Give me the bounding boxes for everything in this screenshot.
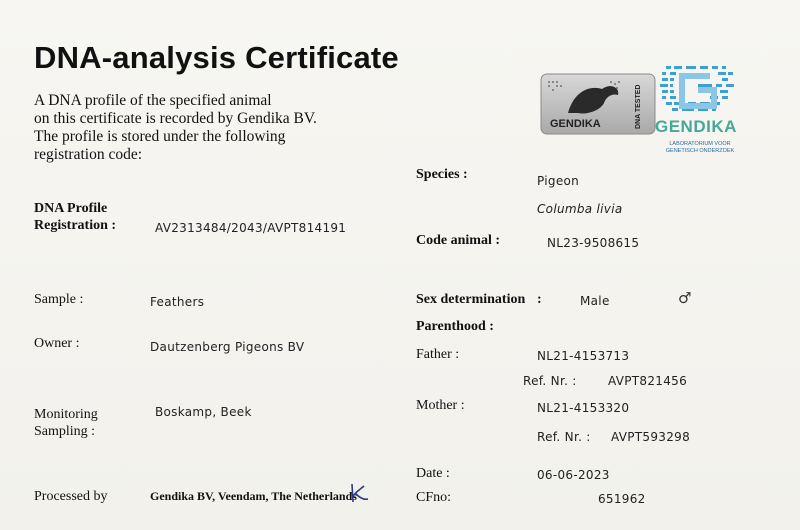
sex-determination-label: Sex determination <box>416 292 526 307</box>
certificate-title: DNA-analysis Certificate <box>34 40 399 75</box>
monitoring-label: Monitoring <box>34 407 98 422</box>
monitoring-value: Boskamp, Beek <box>155 405 252 419</box>
parenthood-label: Parenthood : <box>416 319 494 334</box>
father-label: Father : <box>416 347 460 362</box>
dna-profile-label: DNA Profile <box>34 201 108 216</box>
species-value: Pigeon <box>537 174 580 188</box>
intro-line: on this certificate is recorded by Gendika BV. <box>34 110 317 127</box>
logo-subtitle-line: LABORATORIUM VOOR <box>669 141 731 147</box>
stamp-brand: GENDIKA <box>550 118 601 130</box>
processed-value: Gendika BV, Veendam, The Netherlands <box>150 489 357 503</box>
mother-ref-value: AVPT593298 <box>611 430 691 444</box>
registration-value: AV2313484/2043/AVPT814191 <box>155 221 347 235</box>
logo-subtitle-line: GENETISCH ONDERZOEK <box>665 148 735 154</box>
handwritten-initial <box>348 482 372 504</box>
male-symbol-icon: ♂ <box>678 289 692 307</box>
date-value: 06-06-2023 <box>537 468 610 482</box>
sex-colon: : <box>537 292 542 307</box>
intro-line: registration code: <box>34 146 143 163</box>
logo-name: GENDIKA <box>655 117 737 136</box>
sex-value: Male <box>580 294 610 308</box>
logo-g-mark <box>682 76 714 106</box>
code-animal-label: Code animal : <box>416 233 500 248</box>
cfno-label: CFno: <box>416 490 452 505</box>
cfno-value: 651962 <box>598 492 646 506</box>
sampling-label: Sampling : <box>34 424 96 439</box>
species-label: Species : <box>416 167 468 182</box>
mother-ref-label: Ref. Nr. : <box>537 430 591 444</box>
sample-label: Sample : <box>34 292 84 307</box>
code-animal-value: NL23-9508615 <box>547 236 640 250</box>
intro-line: The profile is stored under the following <box>34 128 286 145</box>
date-label: Date : <box>416 466 450 481</box>
mother-label: Mother : <box>416 398 465 413</box>
father-ref-value: AVPT821456 <box>608 374 688 388</box>
father-value: NL21-4153713 <box>537 349 630 363</box>
registration-label: Registration : <box>34 218 117 233</box>
species-latin: Columba livia <box>537 202 623 216</box>
gendika-logo <box>656 62 740 122</box>
logo-subtitle <box>655 141 745 155</box>
processed-label: Processed by <box>34 489 108 504</box>
owner-value: Dautzenberg Pigeons BV <box>150 340 305 354</box>
dna-tested-stamp <box>540 73 656 135</box>
intro-line: A DNA profile of the specified animal <box>34 92 272 109</box>
stamp-tag: DNA TESTED <box>635 84 642 129</box>
owner-label: Owner : <box>34 336 80 351</box>
mother-value: NL21-4153320 <box>537 401 630 415</box>
father-ref-label: Ref. Nr. : <box>523 374 577 388</box>
sample-value: Feathers <box>150 295 205 309</box>
intro-text <box>34 92 354 164</box>
